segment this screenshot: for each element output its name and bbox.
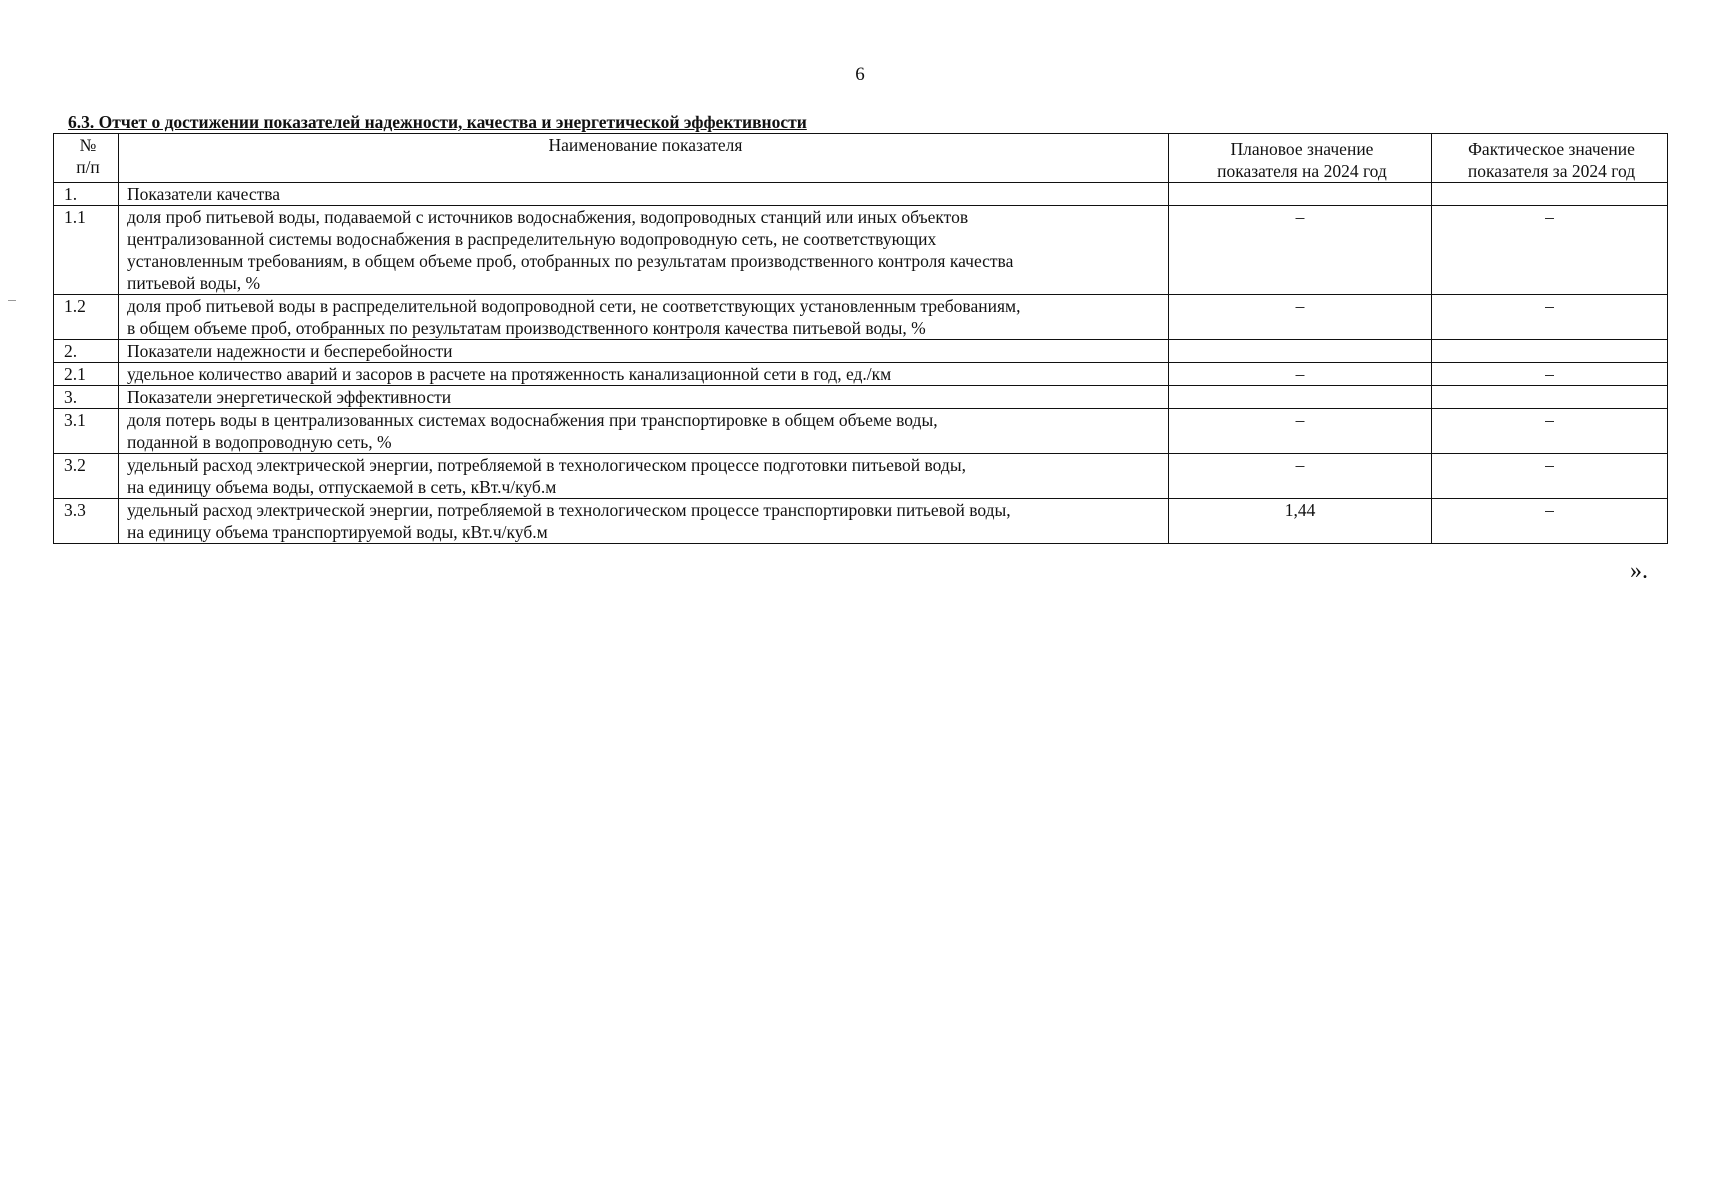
row-number: 2.1	[54, 363, 119, 386]
indicator-name-line: удельный расход электрической энергии, потребляемой в технологическом процессе транспортировки питьевой воды,	[127, 500, 1011, 520]
indicator-name	[119, 206, 1169, 295]
indicator-name-line: установленным требованиям, в общем объеме проб, отобранных по результатам производственного контроля качества	[127, 251, 1014, 271]
fact-value	[1432, 386, 1668, 409]
indicator-name-line: удельное количество аварий и засоров в расчете на протяженность канализационной сети в год, ед./км	[127, 364, 892, 384]
row-number: 3.	[54, 386, 119, 409]
indicator-name-line: удельный расход электрической энергии, потребляемой в технологическом процессе подготовки питьевой воды,	[127, 455, 966, 475]
indicator-name-line: на единицу объема транспортируемой воды, кВт.ч/куб.м	[127, 522, 548, 542]
indicator-name	[119, 183, 1169, 206]
plan-value: –	[1169, 409, 1432, 454]
table-row	[54, 386, 1668, 409]
indicator-name	[119, 386, 1169, 409]
fact-value	[1432, 340, 1668, 363]
plan-value: 1,44	[1169, 499, 1432, 544]
table-row	[54, 363, 1668, 386]
indicator-name	[119, 295, 1169, 340]
table-row	[54, 206, 1668, 295]
plan-value	[1169, 386, 1432, 409]
fact-value: –	[1432, 295, 1668, 340]
indicator-name-line: питьевой воды, %	[127, 273, 261, 293]
fact-value: –	[1432, 409, 1668, 454]
fact-value: –	[1432, 499, 1668, 544]
row-number: 3.2	[54, 454, 119, 499]
header-number-line2: п/п	[76, 157, 100, 177]
indicator-name-line: Показатели надежности и бесперебойности	[127, 341, 453, 361]
indicator-name-line: поданной в водопроводную сеть, %	[127, 432, 392, 452]
indicator-name-line: доля потерь воды в централизованных системах водоснабжения при транспортировке в общем объеме воды,	[127, 410, 938, 430]
table-header-row	[54, 134, 1668, 183]
indicator-name-line: на единицу объема воды, отпускаемой в сеть, кВт.ч/куб.м	[127, 477, 557, 497]
row-number: 3.3	[54, 499, 119, 544]
indicator-name-line: доля проб питьевой воды, подаваемой с источников водоснабжения, водопроводных станций или иных объектов	[127, 207, 969, 227]
table-row	[54, 183, 1668, 206]
row-number: 1.	[54, 183, 119, 206]
plan-value: –	[1169, 363, 1432, 386]
plan-value: –	[1169, 206, 1432, 295]
row-number: 1.1	[54, 206, 119, 295]
indicator-name	[119, 363, 1169, 386]
row-number: 1.2	[54, 295, 119, 340]
plan-value	[1169, 183, 1432, 206]
indicator-name-line: в общем объеме проб, отобранных по результатам производственного контроля качества питьевой воды, %	[127, 318, 926, 338]
indicator-name-line: Показатели качества	[127, 184, 281, 204]
plan-value: –	[1169, 454, 1432, 499]
table-row	[54, 409, 1668, 454]
header-number-line1: №	[79, 135, 97, 155]
fact-value: –	[1432, 206, 1668, 295]
indicator-name-line: централизованной системы водоснабжения в распределительную водопроводную сеть, не соответствующих	[127, 229, 937, 249]
table-row	[54, 454, 1668, 499]
page-number: 6	[855, 64, 865, 85]
table-row	[54, 499, 1668, 544]
header-number	[54, 134, 119, 183]
table-row	[54, 295, 1668, 340]
indicator-name	[119, 340, 1169, 363]
header-plan-line1: Плановое значение	[1230, 139, 1374, 159]
header-fact-line1: Фактическое значение	[1468, 139, 1635, 159]
indicator-name-line: Показатели энергетической эффективности	[127, 387, 452, 407]
header-fact-value	[1432, 134, 1668, 183]
row-number: 2.	[54, 340, 119, 363]
fact-value	[1432, 183, 1668, 206]
plan-value	[1169, 340, 1432, 363]
header-plan-value	[1169, 134, 1432, 183]
indicators-table	[53, 133, 1668, 544]
header-indicator-name: Наименование показателя	[119, 134, 1169, 183]
fact-value: –	[1432, 454, 1668, 499]
closing-quote-mark: ».	[1630, 558, 1648, 584]
row-number: 3.1	[54, 409, 119, 454]
section-title: 6.3. Отчет о достижении показателей надежности, качества и энергетической эффективности	[68, 112, 807, 132]
table-row	[54, 340, 1668, 363]
indicator-name	[119, 409, 1169, 454]
plan-value: –	[1169, 295, 1432, 340]
header-fact-line2: показателя за 2024 год	[1467, 161, 1636, 181]
fact-value: –	[1432, 363, 1668, 386]
indicator-name-line: доля проб питьевой воды в распределительной водопроводной сети, не соответствующих установленным требованиям,	[127, 296, 1021, 316]
indicator-name	[119, 454, 1169, 499]
indicator-name	[119, 499, 1169, 544]
header-plan-line2: показателя на 2024 год	[1217, 161, 1387, 181]
margin-tick	[8, 300, 16, 301]
